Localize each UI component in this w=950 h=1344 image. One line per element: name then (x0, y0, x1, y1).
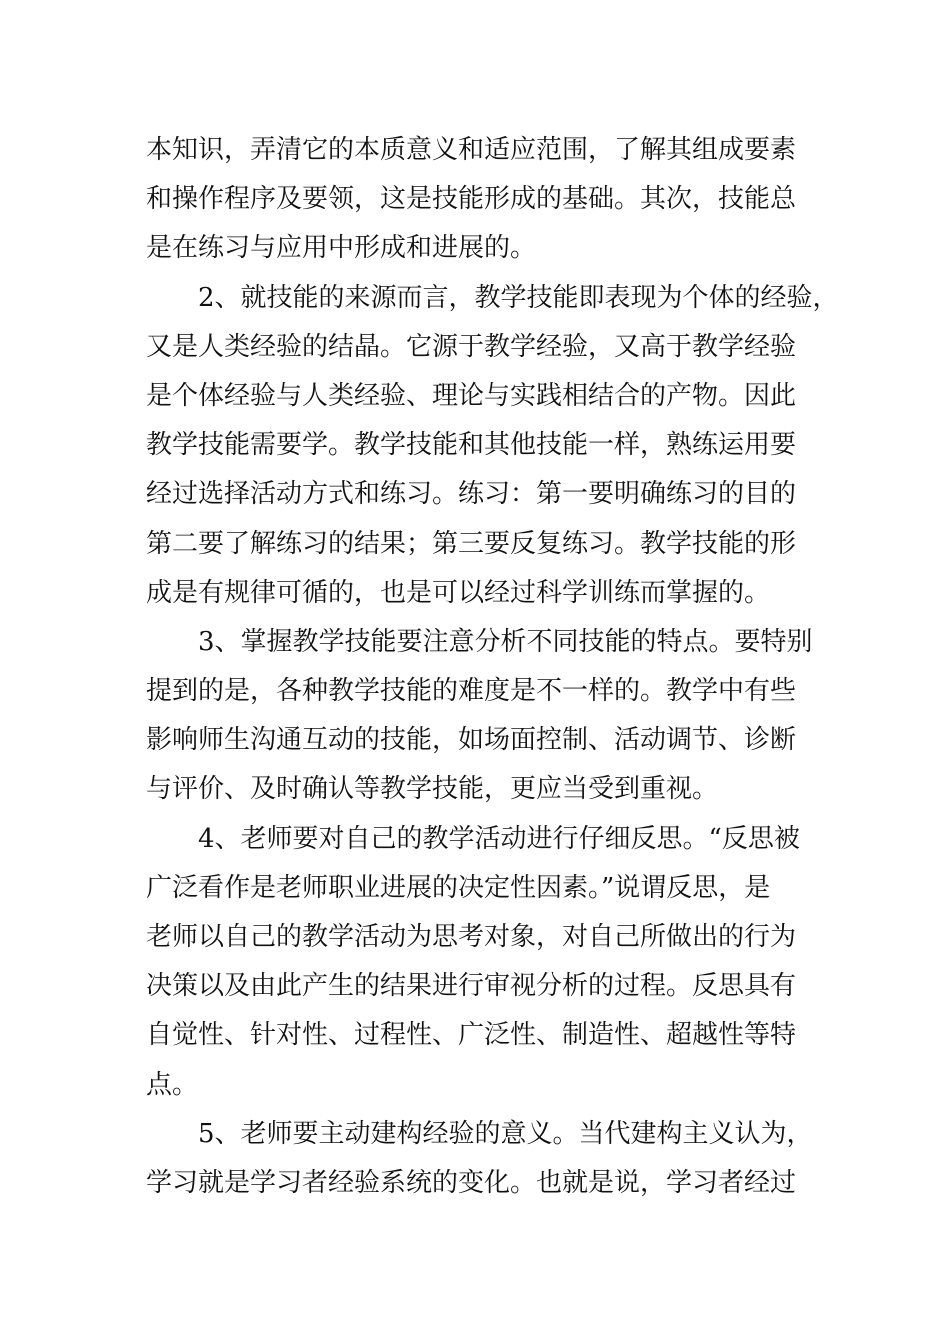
text-line: 自觉性、针对性、过程性、广泛性、制造性、超越性等特 (146, 1020, 797, 1051)
text-line: 点。 (146, 1069, 199, 1100)
paragraph-4-start: 4、老师要对自己的教学活动进行仔细反思。“反思被 (198, 823, 800, 854)
text-line: 老师以自己的教学活动为思考对象，对自己所做出的行为 (146, 922, 797, 952)
text-line: 本知识，弄清它的本质意义和适应范围，了解其组成要素 (146, 135, 797, 165)
text-line: 经过选择活动方式和练习。练习：第一要明确练习的目的 (146, 479, 797, 510)
text-line: 和操作程序及要领，这是技能形成的基础。其次，技能总 (146, 184, 797, 215)
text-line: 影响师生沟通互动的技能，如场面控制、活动调节、诊断 (146, 725, 797, 756)
text-line: 是个体经验与人类经验、理论与实践相结合的产物。因此 (146, 380, 797, 411)
text-line: 广泛看作是老师职业进展的决定性因素。”说谓反思，是 (146, 872, 771, 903)
paragraph-5-start: 5、老师要主动建构经验的意义。当代建构主义认为， (198, 1118, 813, 1149)
paragraph-3-start: 3、掌握教学技能要注意分析不同技能的特点。要特别 (198, 626, 813, 657)
text-line: 又是人类经验的结晶。它源于教学经验，又高于教学经验 (146, 331, 797, 362)
text-line: 成是有规律可循的，也是可以经过科学训练而掌握的。 (146, 577, 771, 608)
text-line: 决策以及由此产生的结果进行审视分析的过程。反思具有 (146, 971, 797, 1002)
text-line: 与评价、及时确认等教学技能，更应当受到重视。 (146, 774, 719, 805)
body-text (146, 126, 846, 1208)
text-line: 教学技能需要学。教学技能和其他技能一样，熟练运用要 (146, 430, 797, 461)
text-line: 第二要了解练习的结果；第三要反复练习。教学技能的形 (146, 528, 797, 559)
text-line: 提到的是，各种教学技能的难度是不一样的。教学中有些 (146, 676, 797, 707)
text-line: 学习就是学习者经验系统的变化。也就是说，学习者经过 (146, 1167, 797, 1198)
text-line: 是在练习与应用中形成和进展的。 (146, 233, 537, 264)
paragraph-2-start: 2、就技能的来源而言，教学技能即表现为个体的经验， (198, 282, 839, 313)
